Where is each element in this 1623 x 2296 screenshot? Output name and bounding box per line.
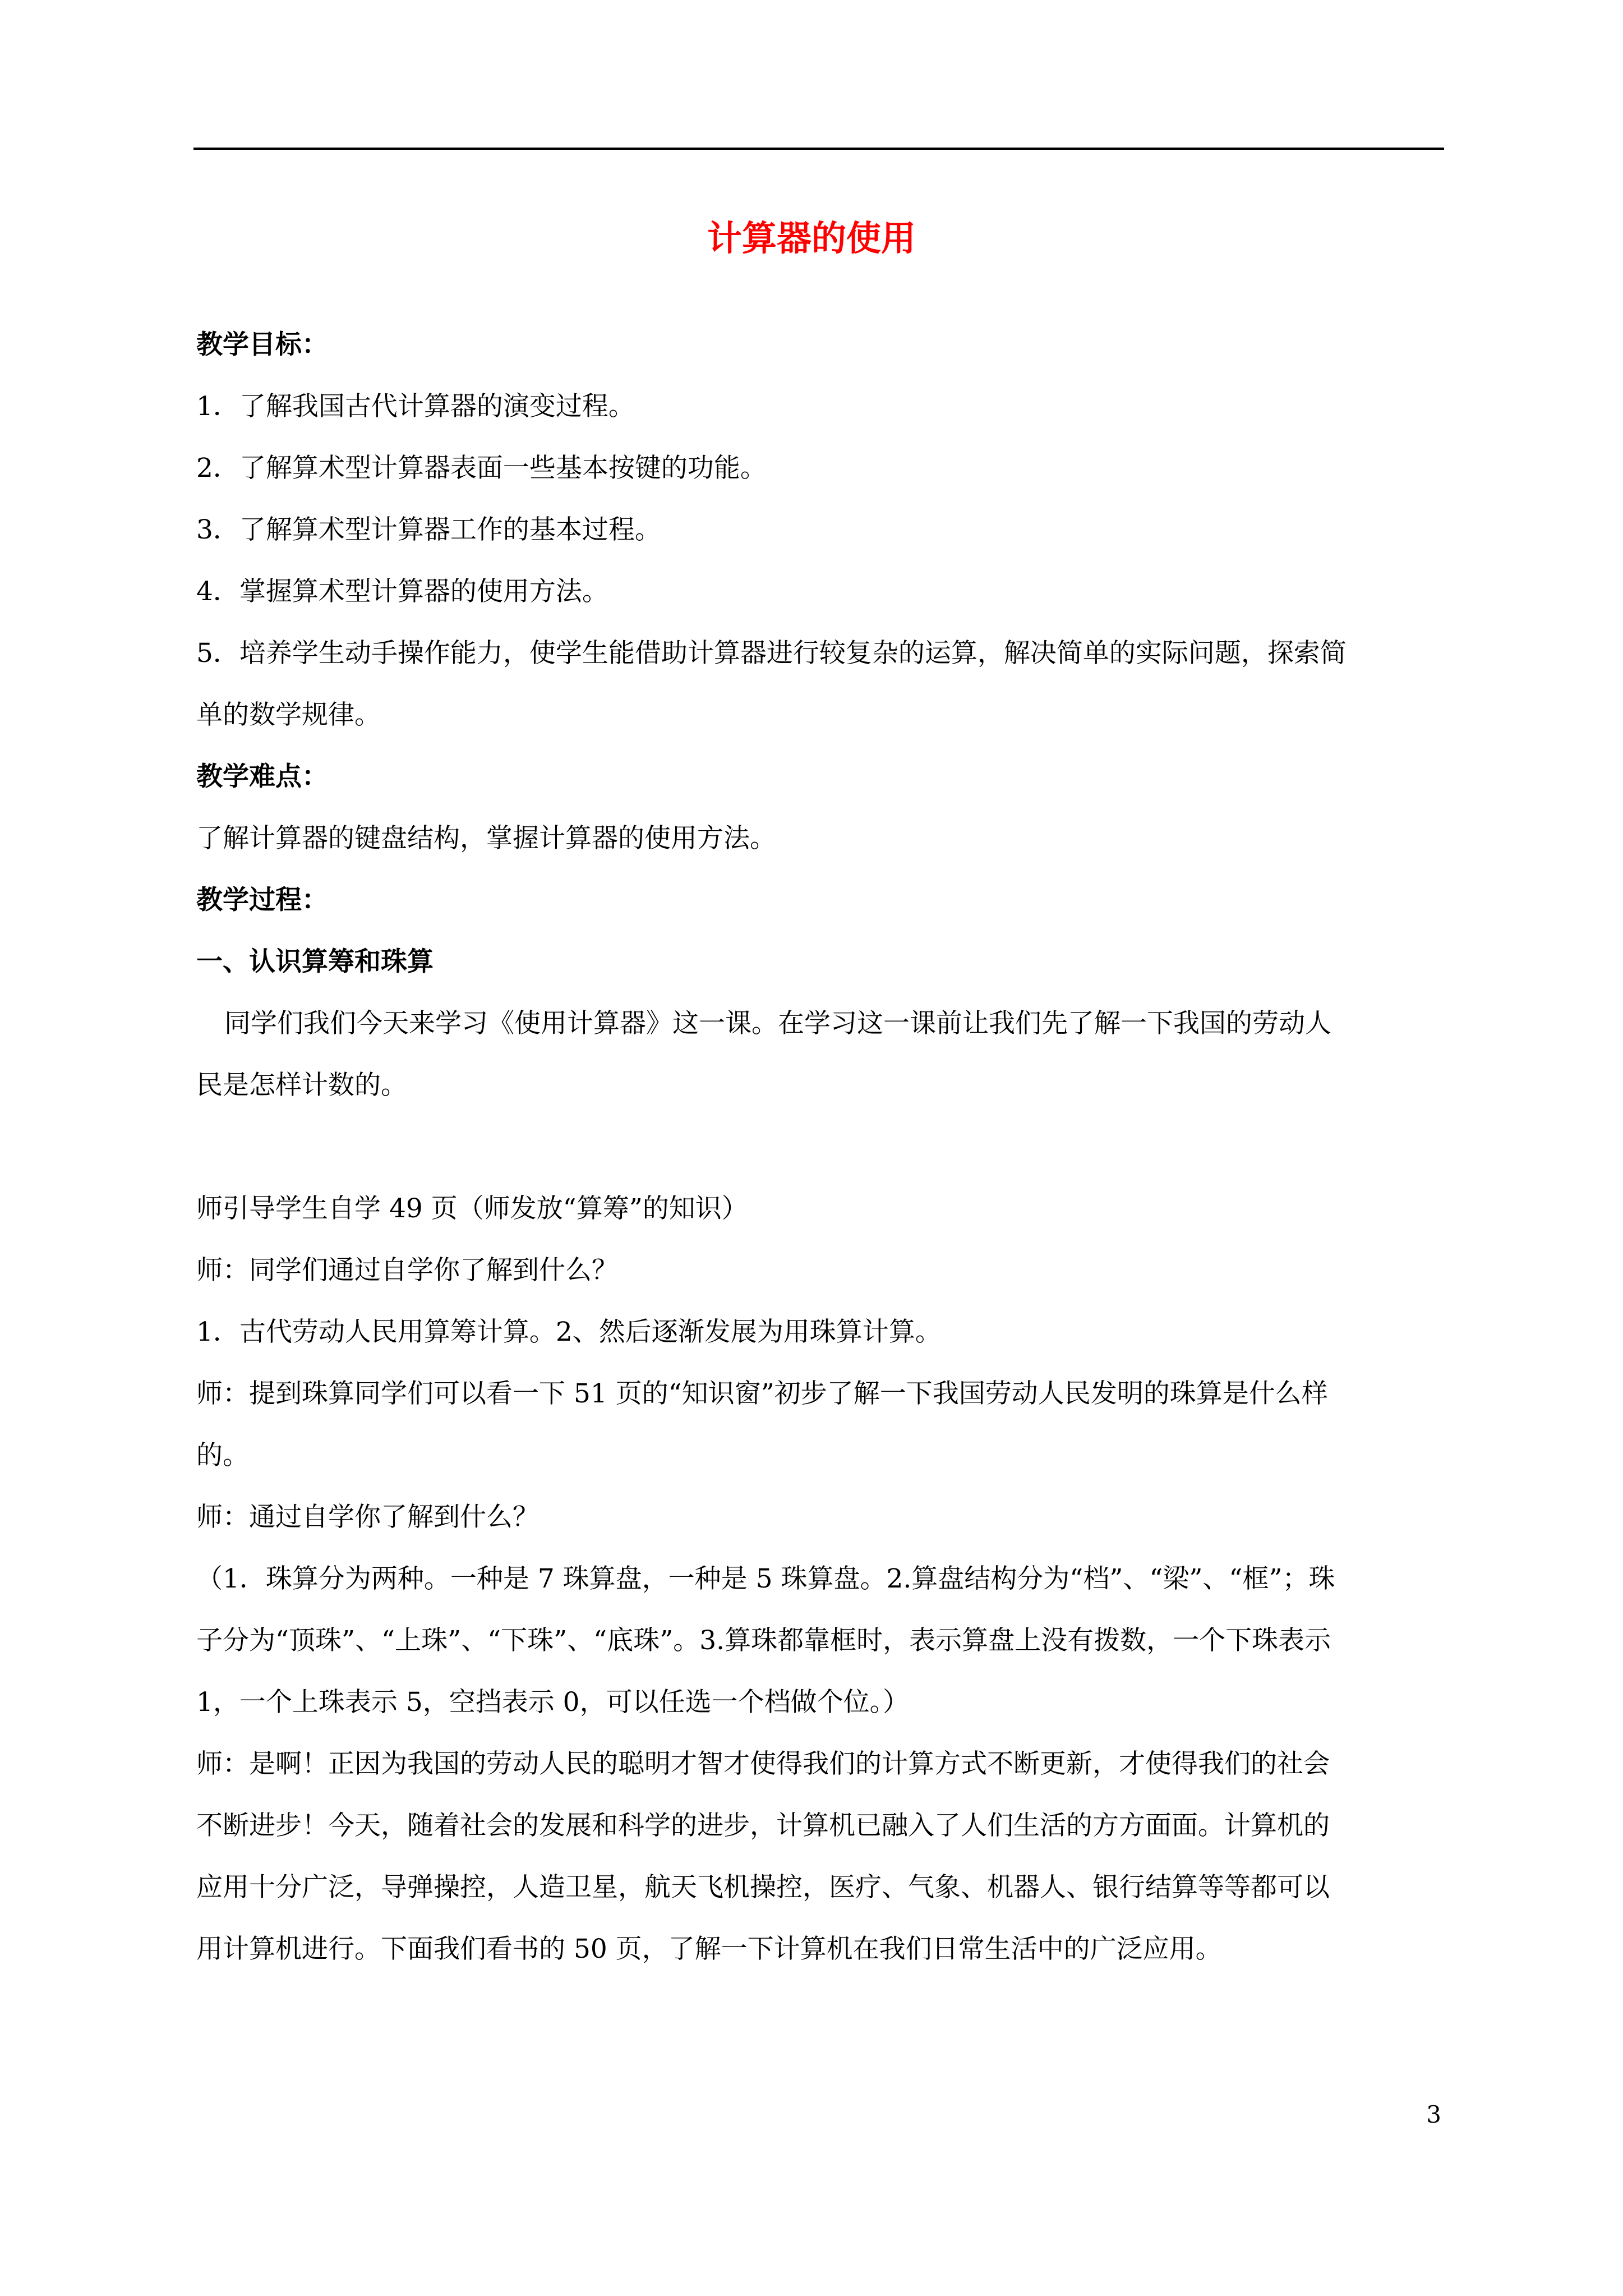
header-rule xyxy=(193,148,1444,150)
subsection-heading-1: 一、认识算筹和珠算 xyxy=(196,946,434,977)
section-heading-process: 教学过程： xyxy=(196,885,328,915)
answer-1: 1．古代劳动人民用算筹计算。2、然后逐渐发展为用珠算计算。 xyxy=(196,1317,942,1347)
teacher-remark-line-3: 应用十分广泛，导弹操控，人造卫星，航天飞机操控，医疗、气象、机器人、银行结算等等都可以 xyxy=(196,1872,1330,1903)
difficulty-text: 了解计算器的键盘结构，掌握计算器的使用方法。 xyxy=(196,823,776,854)
section-heading-objectives: 教学目标： xyxy=(196,329,328,360)
teacher-question-1: 师：同学们通过自学你了解到什么？ xyxy=(196,1255,618,1286)
objective-5-line-2: 单的数学规律。 xyxy=(196,700,381,730)
paragraph-intro-line-1: 同学们我们今天来学习《使用计算器》这一课。在学习这一课前让我们先了解一下我国的劳动人 xyxy=(224,1008,1331,1039)
paragraph-intro-line-2: 民是怎样计数的。 xyxy=(196,1070,407,1101)
teacher-question-2: 师：通过自学你了解到什么？ xyxy=(196,1502,539,1533)
objective-3: 3．了解算术型计算器工作的基本过程。 xyxy=(196,514,661,545)
teacher-remark-line-4: 用计算机进行。下面我们看书的 50 页，了解一下计算机在我们日常生活中的广泛应用。 xyxy=(196,1934,1222,1964)
objective-2: 2．了解算术型计算器表面一些基本按键的功能。 xyxy=(196,453,767,484)
answer-2-line-2: 子分为“顶珠”、“上珠”、“下珠”、“底珠”。3.算珠都靠框时，表示算盘上没有拨数，一个下珠表示 xyxy=(196,1625,1331,1656)
teacher-prompt-line-2: 的。 xyxy=(196,1440,249,1471)
answer-2-line-3: 1，一个上珠表示 5，空挡表示 0，可以任选一个档做个位。） xyxy=(196,1687,910,1718)
objective-1: 1．了解我国古代计算器的演变过程。 xyxy=(196,391,635,422)
objective-5-line-1: 5．培养学生动手操作能力，使学生能借助计算器进行较复杂的运算，解决简单的实际问题，探索简 xyxy=(196,638,1347,669)
answer-2-line-1: （1．珠算分为两种。一种是 7 珠算盘，一种是 5 珠算盘。2.算盘结构分为“档”、“梁”、“框”；珠 xyxy=(196,1563,1335,1594)
objective-4: 4．掌握算术型计算器的使用方法。 xyxy=(196,576,608,607)
teacher-remark-line-2: 不断进步！今天，随着社会的发展和科学的进步，计算机已融入了人们生活的方方面面。计算机的 xyxy=(196,1810,1330,1841)
teacher-prompt-line-1: 师：提到珠算同学们可以看一下 51 页的“知识窗”初步了解一下我国劳动人民发明的珠算是什么样 xyxy=(196,1378,1328,1409)
teacher-remark-line-1: 师：是啊！正因为我国的劳动人民的聪明才智才使得我们的计算方式不断更新，才使得我们的社会 xyxy=(196,1749,1330,1779)
document-title: 计算器的使用 xyxy=(707,218,916,259)
section-heading-difficulty: 教学难点： xyxy=(196,761,328,792)
page-number: 3 xyxy=(1426,2101,1441,2128)
paragraph-self-study: 师引导学生自学 49 页（师发放“算筹”的知识） xyxy=(196,1193,748,1224)
